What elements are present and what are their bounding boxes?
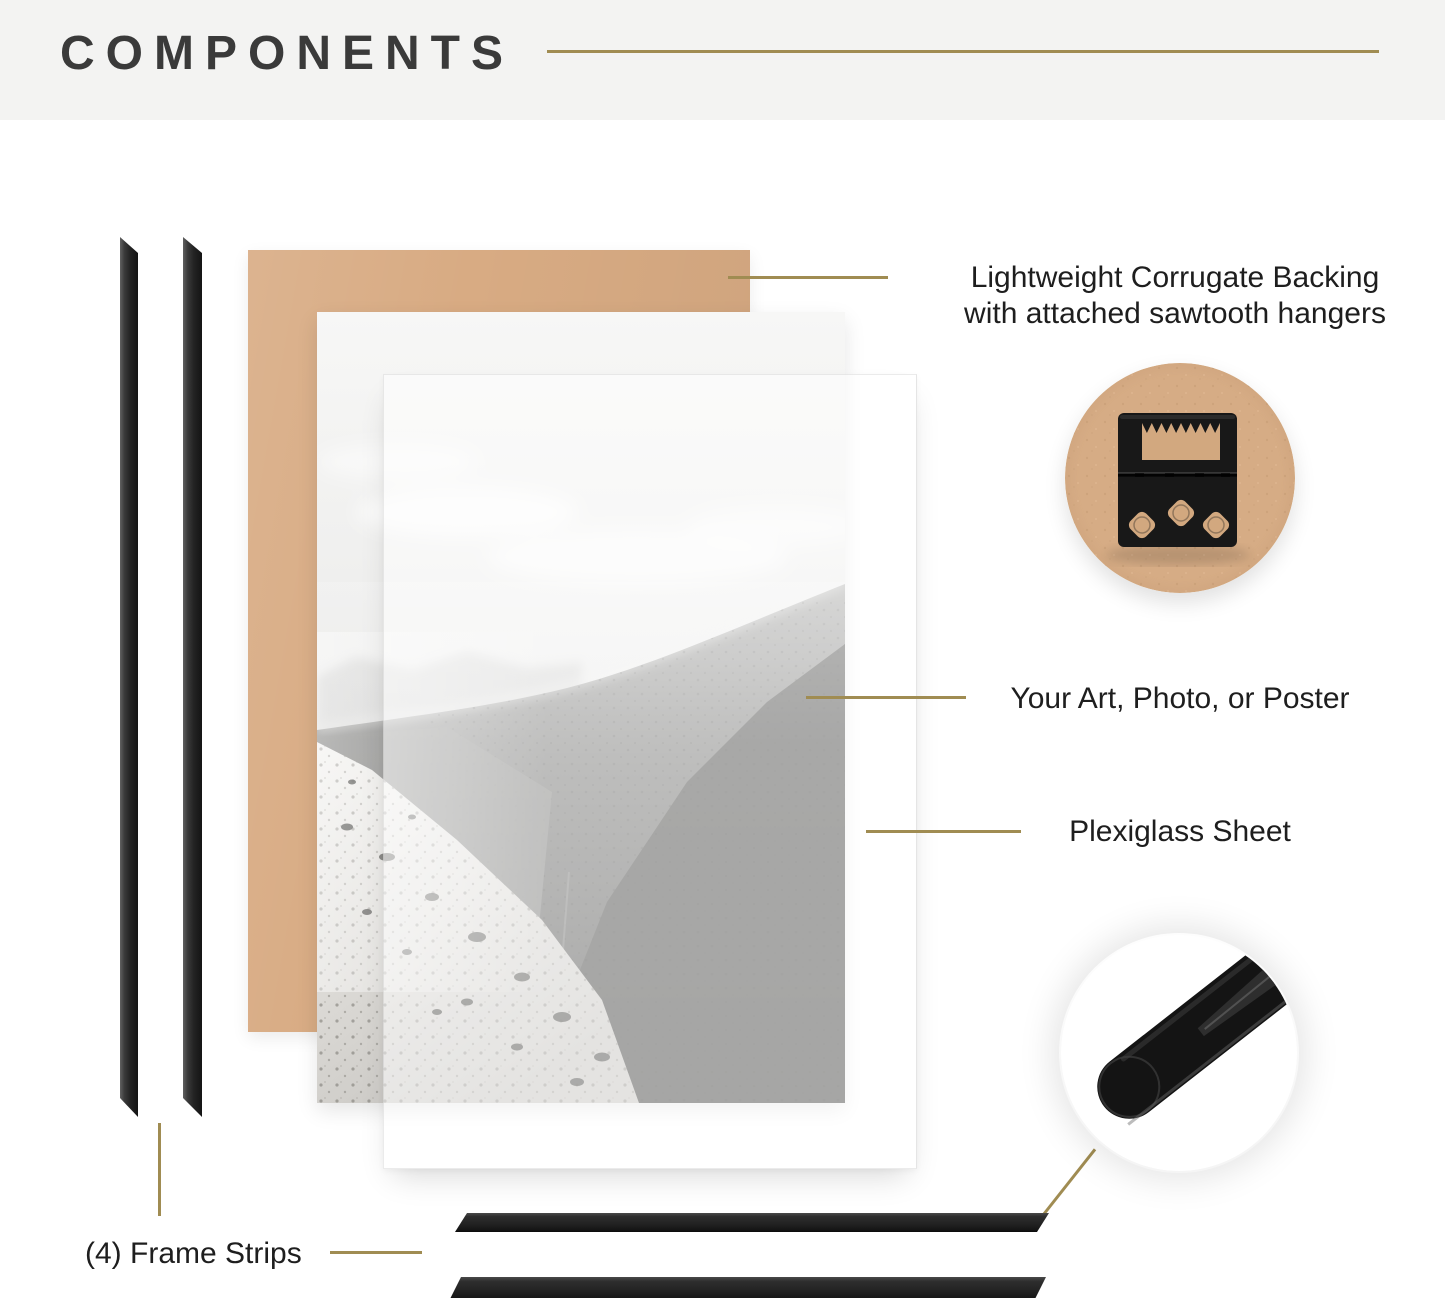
backing-connector-line	[728, 276, 888, 279]
sawtooth-hanger-inset-circle	[1065, 363, 1295, 593]
art-label: Your Art, Photo, or Poster	[1010, 682, 1350, 715]
frame-strip-horizontal-1	[455, 1213, 1049, 1232]
page-title: COMPONENTS	[60, 27, 515, 80]
frame-strip-profile-inset-circle	[1059, 933, 1299, 1173]
frame-strips-vertical-connector-line	[158, 1123, 161, 1216]
frame-strip-vertical-2	[183, 237, 202, 1117]
title-rule-line	[547, 50, 1379, 53]
frame-strip-vertical-1	[120, 237, 138, 1117]
frame-strip-horizontal-2	[449, 1277, 1046, 1298]
backing-label-line1: Lightweight Corrugate Backing	[970, 261, 1380, 294]
sawtooth-hanger-icon	[1065, 363, 1295, 593]
plexiglass-label: Plexiglass Sheet	[1069, 815, 1291, 848]
backing-label-line2: with attached sawtooth hangers	[964, 297, 1386, 330]
frame-strip-profile-icon	[1059, 933, 1299, 1173]
frame-strips-label: (4) Frame Strips	[85, 1237, 302, 1270]
art-connector-line	[806, 696, 966, 699]
plexiglass-sheet	[383, 374, 917, 1169]
plexiglass-connector-line	[866, 830, 1021, 833]
backing-label	[945, 260, 1405, 332]
